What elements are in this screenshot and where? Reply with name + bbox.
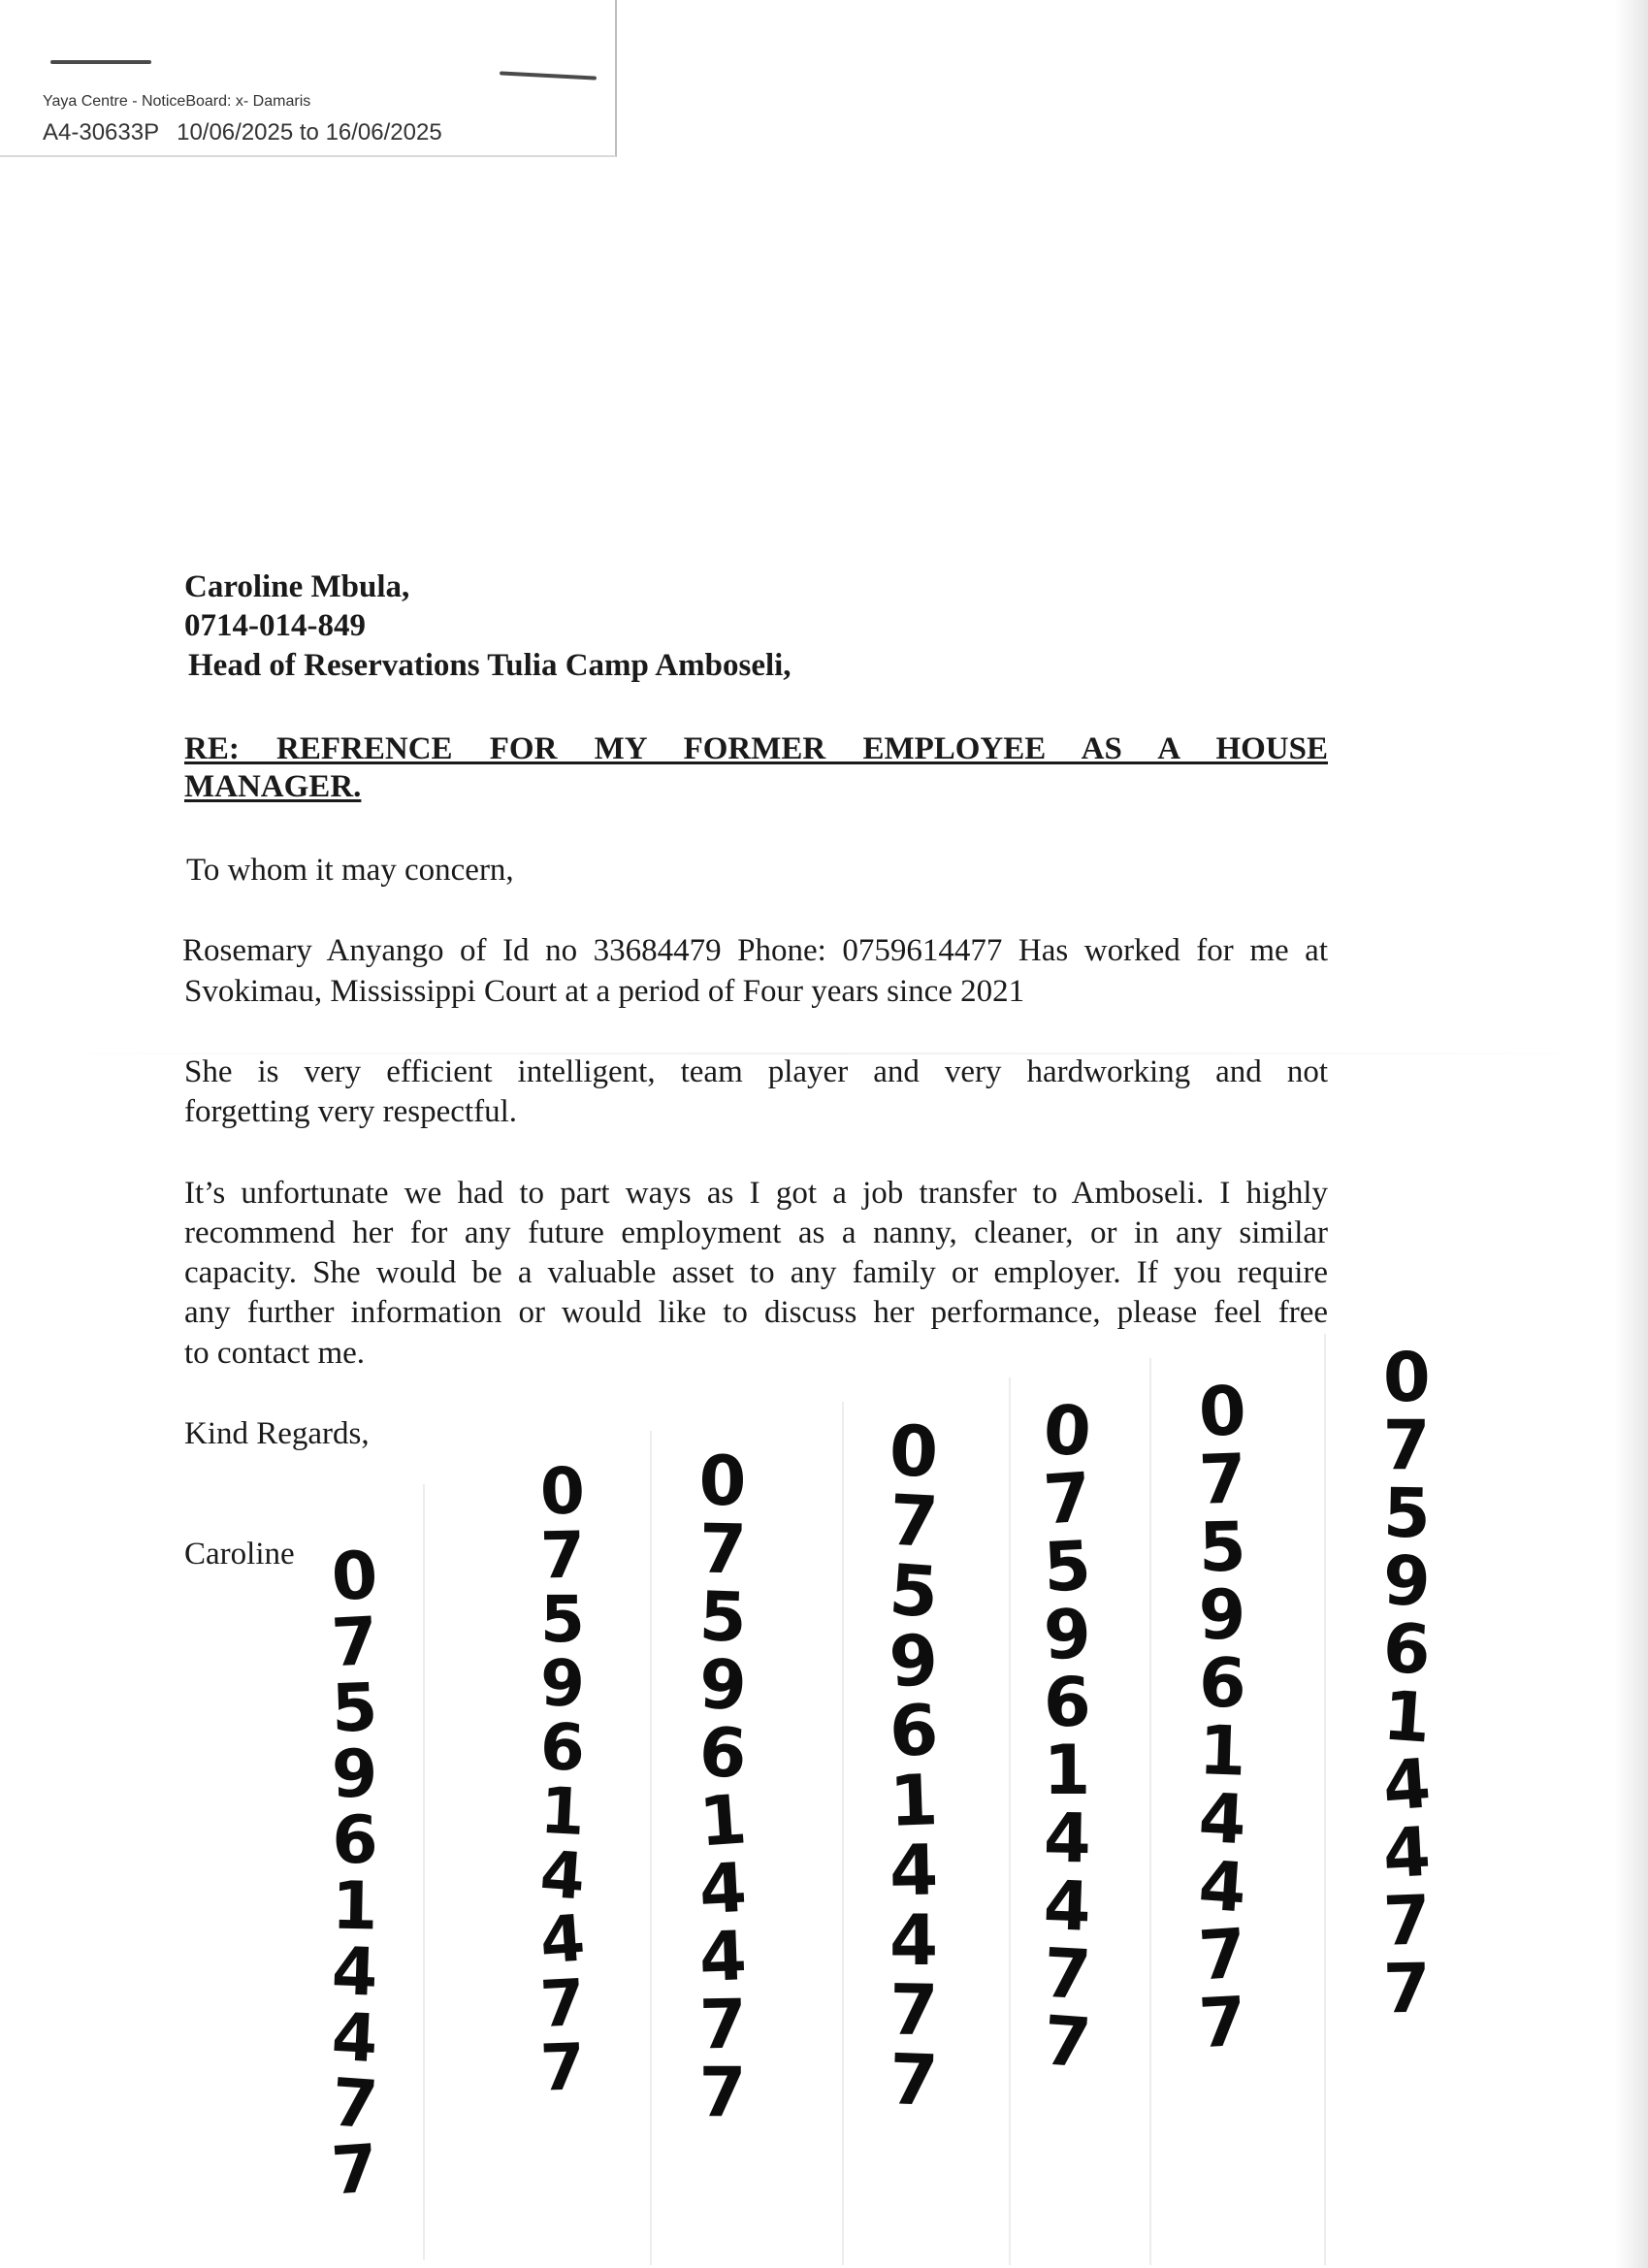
notice-ref-line — [43, 119, 460, 146]
paragraph-3-line-5: to contact me. — [184, 1336, 366, 1371]
label-dash-left — [50, 60, 151, 64]
strip-digit: 7 — [1197, 1439, 1247, 1520]
strip-digit: 5 — [330, 1669, 380, 1748]
strip-digit: 9 — [331, 1735, 379, 1814]
strip-digit: 7 — [1040, 2000, 1094, 2084]
strip-digit: 7 — [697, 1508, 748, 1590]
strip-tear-line — [423, 1484, 425, 2260]
subject-line-1: RE: REFRENCE FOR MY FORMER EMPLOYEE AS A HOUSE — [184, 731, 1328, 766]
strip-digit: 7 — [1196, 1981, 1248, 2064]
strip-digit: 7 — [889, 1968, 939, 2052]
strip-digit: 7 — [329, 2064, 381, 2145]
phone-strip-7[interactable] — [1368, 1337, 1445, 2029]
strip-digit: 7 — [697, 1984, 748, 2065]
notice-board-line: Yaya Centre - NoticeBoard: x- Damaris — [43, 93, 311, 110]
strip-digit: 7 — [888, 2038, 940, 2122]
strip-digit: 7 — [539, 1517, 586, 1594]
phone-strip-3[interactable] — [684, 1442, 761, 2132]
paragraph-2-line-2: forgetting very respectful. — [184, 1094, 518, 1129]
strip-digit: 5 — [887, 1548, 941, 1634]
strip-digit: 4 — [330, 1933, 380, 2012]
phone-strip-2[interactable] — [524, 1453, 601, 2106]
strip-digit: 9 — [1042, 1594, 1092, 1675]
notice-ref: A4-30633P — [43, 119, 160, 146]
strip-digit: 1 — [1379, 1675, 1434, 1759]
paragraph-3-line-1: It’s unfortunate we had to part ways as I got a job transfer to Amboseli. I highly — [184, 1176, 1328, 1211]
strip-digit: 6 — [1380, 1607, 1433, 1691]
closing: Kind Regards, — [184, 1416, 370, 1451]
strip-digit: 1 — [695, 1779, 750, 1863]
strip-tear-line — [842, 1402, 844, 2265]
strip-digit: 1 — [538, 1772, 587, 1851]
strip-digit: 1 — [1043, 1731, 1091, 1810]
signature: Caroline — [184, 1537, 295, 1571]
strip-digit: 4 — [1379, 1743, 1434, 1827]
paper-edge-shadow — [1615, 0, 1648, 2268]
strip-digit: 6 — [1197, 1642, 1247, 1724]
salutation: To whom it may concern, — [186, 853, 514, 888]
phone-strip-5[interactable] — [1028, 1389, 1106, 2084]
paragraph-3-line-4: any further information or would like to discuss her performance, please feel free — [184, 1295, 1328, 1330]
strip-tear-line — [1149, 1358, 1151, 2265]
strip-digit: 7 — [330, 1603, 380, 1683]
strip-digit: 4 — [1196, 1777, 1248, 1861]
strip-digit: 4 — [1380, 1811, 1433, 1895]
strip-digit: 6 — [887, 1688, 941, 1773]
strip-digit: 5 — [540, 1582, 585, 1657]
phone-strip-6[interactable] — [1183, 1370, 1261, 2064]
strip-tear-line — [1324, 1334, 1326, 2265]
strip-digit: 7 — [1041, 1932, 1093, 2016]
sender-phone: 0714-014-849 — [184, 608, 366, 643]
strip-digit: 4 — [537, 1900, 588, 1979]
strip-digit: 5 — [697, 1576, 748, 1658]
subject-line-2: MANAGER. — [184, 769, 362, 804]
strip-digit: 0 — [1196, 1370, 1248, 1453]
paragraph-2-line-1: She is very efficient intelligent, team player and very hardworking and not — [184, 1054, 1328, 1089]
strip-digit: 6 — [538, 1709, 587, 1786]
paragraph-3-line-2: recommend her for any future employment as a nanny, cleaner, or in any similar — [184, 1215, 1328, 1250]
strip-digit: 4 — [696, 1847, 749, 1930]
strip-digit: 4 — [889, 1829, 939, 1912]
strip-digit: 4 — [889, 1899, 939, 1981]
strip-digit: 4 — [330, 1998, 380, 2079]
strip-digit: 0 — [698, 1442, 747, 1521]
strip-digit: 9 — [1198, 1575, 1246, 1655]
strip-tear-line — [1009, 1377, 1011, 2265]
strip-digit: 0 — [1040, 1389, 1094, 1473]
strip-digit: 4 — [697, 1916, 748, 1997]
strip-digit: 7 — [1382, 1406, 1431, 1485]
strip-digit: 7 — [1040, 1457, 1094, 1540]
strip-digit: 9 — [1381, 1540, 1432, 1622]
strip-digit: 6 — [695, 1711, 750, 1795]
strip-digit: 1 — [1197, 1710, 1247, 1792]
strip-digit: 9 — [887, 1618, 941, 1703]
strip-digit: 7 — [329, 2130, 381, 2211]
strip-digit: 9 — [696, 1643, 749, 1727]
strip-digit: 0 — [329, 1537, 381, 1617]
strip-digit: 9 — [539, 1645, 586, 1722]
paragraph-1-line-2: Svokimau, Mississippi Court at a period of Four years since 2021 — [184, 974, 1025, 1009]
strip-digit: 7 — [538, 2029, 587, 2106]
notice-label — [0, 0, 617, 157]
strip-tear-line — [650, 1431, 652, 2265]
phone-strip-1[interactable] — [316, 1537, 394, 2211]
strip-digit: 5 — [1381, 1473, 1432, 1554]
strip-digit: 1 — [331, 1867, 379, 1946]
notice-dates: 10/06/2025 to 16/06/2025 — [177, 119, 442, 146]
strip-digit: 5 — [1041, 1525, 1093, 1608]
strip-digit: 7 — [887, 1478, 941, 1564]
strip-digit: 6 — [332, 1802, 378, 1879]
strip-digit: 4 — [1042, 1798, 1092, 1879]
strip-digit: 7 — [1381, 1948, 1432, 2029]
strip-digit: 4 — [1042, 1865, 1092, 1947]
strip-digit: 0 — [1381, 1337, 1432, 1418]
strip-digit: 4 — [537, 1836, 588, 1915]
strip-digit: 7 — [1195, 1913, 1249, 1996]
sender-title: Head of Reservations Tulia Camp Amboseli, — [188, 648, 792, 683]
strip-digit: 0 — [888, 1409, 940, 1493]
strip-digit: 7 — [698, 2053, 747, 2132]
label-dash-right — [500, 71, 597, 80]
strip-digit: 7 — [1381, 1880, 1432, 1961]
paragraph-1-line-1: Rosemary Anyango of Id no 33684479 Phone: 0759614477 Has worked for me at — [182, 933, 1328, 968]
strip-digit: 4 — [1195, 1845, 1249, 1928]
strip-digit: 7 — [538, 1964, 587, 2043]
strip-digit: 0 — [538, 1453, 587, 1530]
phone-strip-4[interactable] — [875, 1409, 953, 2122]
strip-digit: 1 — [888, 1759, 940, 1842]
strip-digit: 5 — [1197, 1507, 1247, 1588]
paragraph-3-line-3: capacity. She would be a valuable asset to any family or employer. If you require — [184, 1255, 1328, 1290]
strip-digit: 6 — [1042, 1662, 1092, 1743]
sender-name: Caroline Mbula, — [184, 569, 410, 604]
